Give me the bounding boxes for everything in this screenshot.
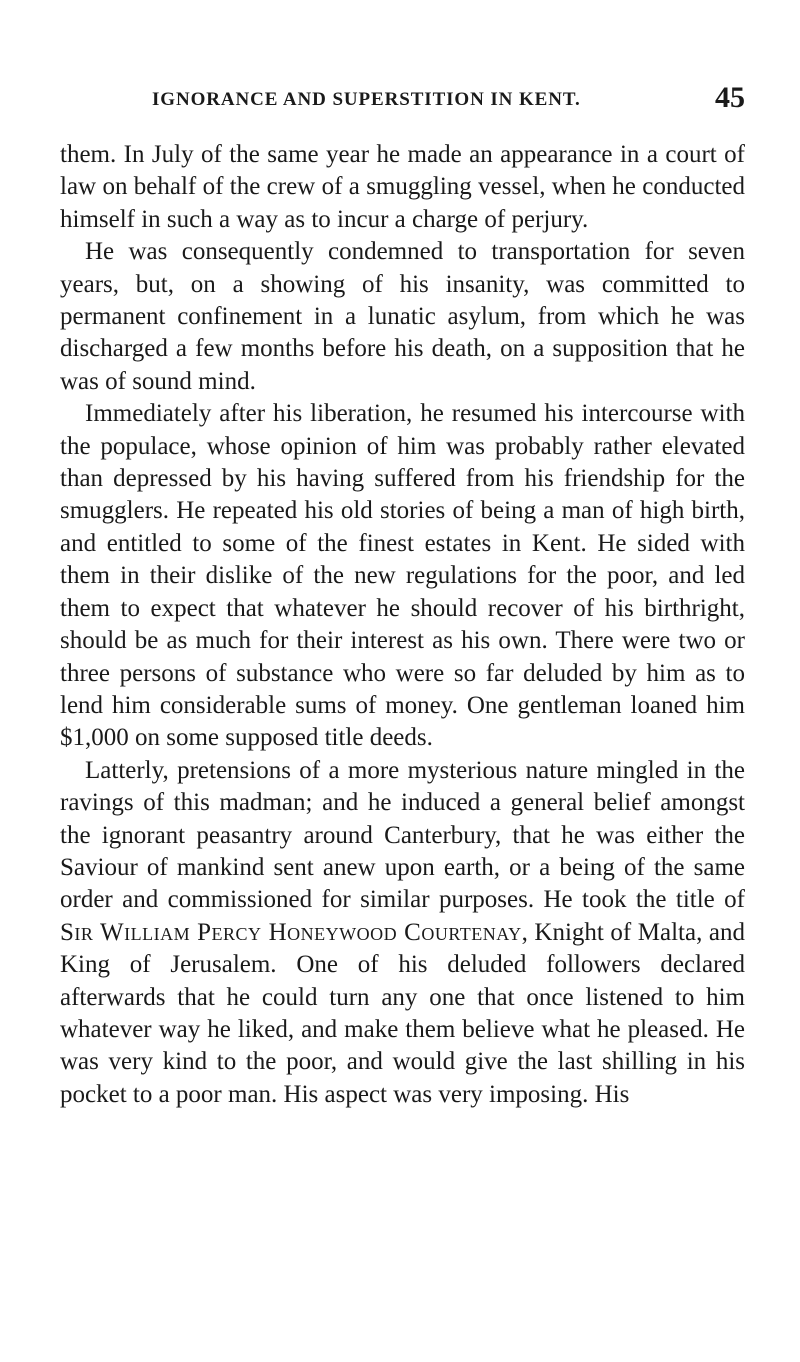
body-text <box>60 139 745 1111</box>
paragraph-4-before: Latterly, pretensions of a more mysterious nature mingled in the ravings of this madman; and he induced a general belief amongst the ignorant peasantry around Canterbury, that he was either the Saviour of mankind sent anew upon earth, or a being of the same order and commissioned for similar purposes. He took the title of <box>60 756 745 914</box>
paragraph-4-name: Sir William Percy Honeywood Courtenay <box>60 918 522 946</box>
paragraph-1: them. In July of the same year he made an appearance in a court of law on behalf of the crew of a smuggling vessel, when he conducted himself in such a way as to incur a charge of perjury. <box>60 141 745 233</box>
paragraph-2: He was consequently condemned to transportation for seven years, but, on a showing of his insanity, was committed to permanent confinement in a lunatic asylum, from which he was discharged a few months before his death, on a supposition that he was of sound mind. <box>60 238 745 395</box>
running-head <box>60 81 745 116</box>
paragraph-4 <box>60 755 745 1111</box>
paragraph-4-after: , Knight of Malta, and King of Jerusalem. One of his deluded followers declared afterwards that he could turn any one that once listened to him whatever way he liked, and make them believe what he pleased. He was very kind to the poor, and would give the last shilling in his pocket to a poor man. His aspect was very imposing. His <box>60 918 745 1108</box>
page-number: 45 <box>715 81 745 114</box>
running-title: IGNORANCE AND SUPERSTITION IN KENT. <box>152 89 581 110</box>
paragraph-3: Immediately after his liberation, he resumed his intercourse with the populace, whose opinion of him was probably rather elevated than depressed by his having suffered from his friendship for the smugglers. He repeated his old stories of being a man of high birth, and entitled to some of the finest estates in Kent. He sided with them in their dislike of the new regulations for the poor, and led them to expect that whatever he should recover of his birthright, should be as much for their interest as his own. There were two or three persons of substance who were so far deluded by him as to lend him considerable sums of money. One gentleman loaned him $1,000 on some supposed title deeds. <box>60 400 745 752</box>
